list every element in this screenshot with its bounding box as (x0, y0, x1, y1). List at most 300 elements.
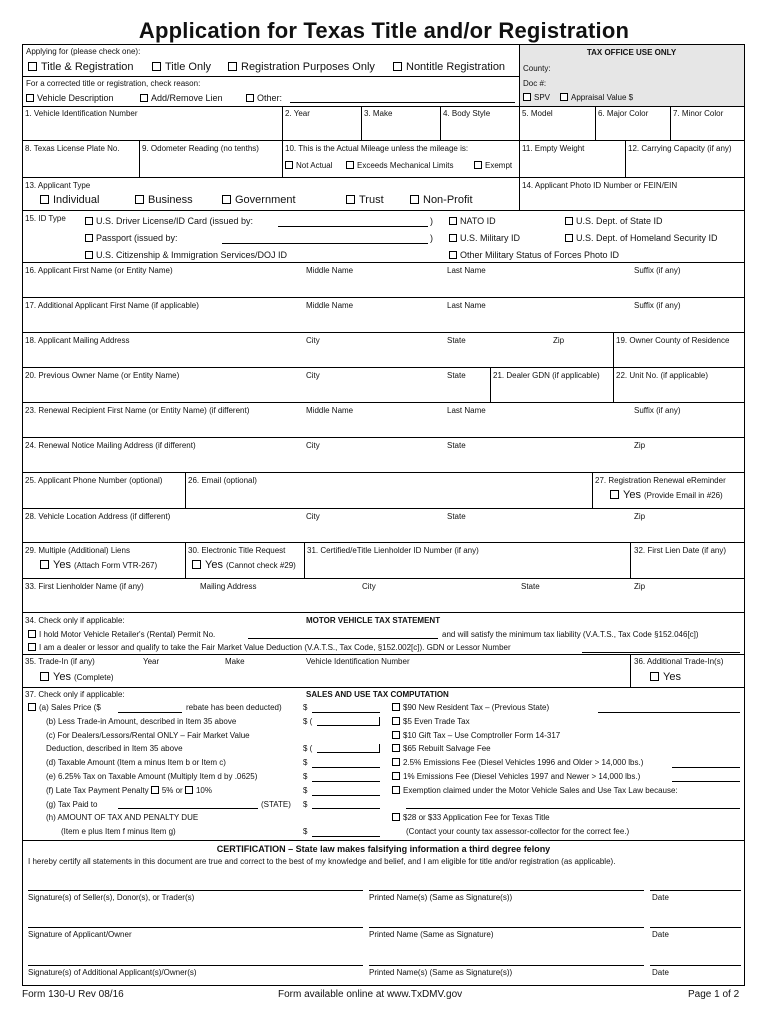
date-line[interactable] (650, 965, 741, 966)
row-label: (f) Late Tax Payment Penalty (46, 786, 149, 795)
opt-label: Other: (257, 93, 283, 103)
city-label: City (306, 441, 320, 450)
fee-emissions-25[interactable] (392, 758, 643, 768)
opt-liens-yes[interactable] (40, 559, 157, 572)
city-label: City (306, 336, 320, 345)
opt-label: I am a dealer or lessor and qualify to take the Fair Market Value Deduction (V.A.T.S., Tax Code, §152.002[c]). GDN or Lessor Number (39, 643, 511, 652)
opt-add-remove-lien[interactable] (140, 93, 223, 103)
checkbox[interactable] (392, 758, 400, 766)
opt-label: U.S. Dept. of State ID (576, 216, 663, 226)
checkbox[interactable] (85, 251, 93, 259)
field-18-label: 18. Applicant Mailing Address (25, 336, 130, 345)
zip-label: Zip (634, 582, 646, 591)
field-4-label: 4. Body Style (443, 109, 491, 118)
checkbox[interactable] (346, 195, 355, 204)
opt-note: (Provide Email in #26) (644, 491, 723, 500)
signature-line[interactable] (28, 965, 363, 966)
city-label: City (362, 582, 376, 591)
opt-label: U.S. Military ID (460, 233, 521, 243)
opt-label: Government (235, 194, 296, 206)
opt-label: Other Military Status of Forces Photo ID (460, 250, 620, 260)
checkbox[interactable] (28, 630, 36, 638)
fee-underline[interactable] (672, 781, 740, 782)
opt-nato[interactable] (449, 216, 496, 226)
checkbox[interactable] (392, 813, 400, 821)
exemption-claimed[interactable] (392, 786, 678, 796)
opt-exceeds-limits[interactable] (346, 161, 453, 171)
opt-label: U.S. Driver License/ID Card (issued by: (96, 216, 254, 226)
dollar-sign: $ ( (303, 717, 313, 726)
checkbox[interactable] (152, 62, 161, 71)
vline (139, 140, 140, 177)
other-underline[interactable] (290, 102, 515, 103)
county-label: County: (523, 64, 551, 73)
opt-note: (Complete) (74, 673, 114, 682)
printed-name-line[interactable] (369, 965, 644, 966)
vline (670, 106, 671, 140)
opt-label: Exceeds Mechanical Limits (357, 161, 454, 170)
permit-underline[interactable] (248, 638, 438, 639)
vline (630, 542, 631, 578)
field-9-label: 9. Odometer Reading (no tenths) (142, 144, 259, 153)
opt-note: (Cannot check #29) (226, 561, 296, 570)
sig-applicant-label: Signature of Applicant/Owner (28, 930, 132, 939)
field-28-label: 28. Vehicle Location Address (if different) (25, 512, 171, 521)
hline (22, 297, 745, 298)
amount-underline[interactable] (312, 808, 380, 809)
field-20-label: 20. Previous Owner Name (or Entity Name) (25, 371, 180, 380)
dollar-sign: $ (303, 786, 308, 795)
printed-seller-label: Printed Name(s) (Same as Signature(s)) (369, 893, 513, 902)
fee-emissions-1[interactable] (392, 772, 640, 782)
opt-label: Add/Remove Lien (151, 93, 223, 103)
issued-by-underline[interactable] (278, 226, 428, 227)
opt-label: 10% (195, 786, 212, 795)
checkbox[interactable] (40, 672, 49, 681)
amount-underline[interactable] (312, 795, 380, 796)
last-name-label: Last Name (447, 266, 486, 275)
printed-additional-label: Printed Name(s) (Same as Signature(s)) (369, 968, 513, 977)
fee-label: $28 or $33 Application Fee for Texas Title (403, 813, 550, 822)
rebate-text: rebate has been deducted) (186, 703, 282, 712)
date-line[interactable] (650, 927, 741, 928)
amount-due-row: (h) AMOUNT OF TAX AND PENALTY DUE (46, 813, 199, 822)
vline (185, 542, 186, 578)
vline (519, 44, 520, 177)
amount-paren-box[interactable] (317, 744, 380, 753)
opt-title-registration[interactable] (28, 61, 134, 74)
corrected-label: For a corrected title or registration, check reason: (26, 79, 201, 88)
city-label: City (306, 371, 320, 380)
amount-underline[interactable] (312, 767, 380, 768)
fee-label: $90 New Resident Tax – (Previous State) (403, 703, 550, 712)
state-label: State (447, 441, 466, 450)
field-6-label: 6. Major Color (598, 109, 649, 118)
footer-online[interactable]: Form available online at www.TxDMV.gov (278, 989, 463, 1000)
opt-etitle-yes[interactable] (192, 559, 296, 572)
last-name-label: Last Name (447, 301, 486, 310)
field-26-label: 26. Email (optional) (188, 476, 257, 485)
permit-tail: and will satisfy the minimum tax liability (V.A.T.S., Tax Code §152.046[c]) (442, 630, 699, 639)
tradein-row: (b) Less Trade-in Amount, described in Item 35 above (46, 717, 237, 726)
opt-dept-state[interactable] (565, 216, 663, 226)
field-29-label: 29. Multiple (Additional) Liens (25, 546, 130, 555)
tax-row: (e) 6.25% Tax on Taxable Amount (Multiply Item d by .0625) (46, 772, 258, 781)
passport-underline[interactable] (222, 243, 428, 244)
opt-passport[interactable] (85, 233, 178, 243)
suffix-label: Suffix (if any) (634, 266, 681, 275)
opt-label: Appraisal Value $ (571, 93, 634, 102)
opt-label: NATO ID (460, 216, 496, 226)
hline (22, 542, 745, 543)
dollar-sign: $ (303, 827, 308, 836)
vline (613, 332, 614, 367)
certification-heading: CERTIFICATION – State law makes falsifying information a third degree felony (216, 844, 551, 854)
vline (304, 542, 305, 578)
date-label: Date (652, 930, 669, 939)
state-label: State (521, 582, 540, 591)
row-label: (a) Sales Price ($ (39, 703, 101, 712)
field-33-label: 33. First Lienholder Name (if any) (25, 582, 144, 591)
year-label: Year (143, 657, 160, 666)
field-31-label: 31. Certified/eTitle Lienholder ID Number (if any) (307, 546, 479, 555)
rebate-underline[interactable] (118, 712, 182, 713)
opt-not-actual[interactable] (285, 161, 332, 171)
opt-label: Nontitle Registration (406, 61, 506, 73)
checkbox[interactable] (392, 717, 400, 725)
checkbox[interactable] (285, 161, 293, 169)
fee-underline[interactable] (672, 767, 740, 768)
field-17-label: 17. Additional Applicant First Name (if applicable) (25, 301, 199, 310)
opt-label: Yes (623, 489, 641, 501)
vline (361, 106, 362, 140)
date-label: Date (652, 968, 669, 977)
vline (519, 177, 520, 210)
opt-label: Yes (663, 671, 681, 683)
opt-label: SPV (534, 93, 551, 102)
hline (22, 140, 745, 141)
spv-option[interactable] (523, 93, 550, 103)
field-36-label: 36. Additional Trade-In(s) (634, 657, 724, 666)
checkbox[interactable] (449, 217, 457, 225)
applying-label: Applying for (please check one): (26, 47, 141, 56)
printed-name-line[interactable] (369, 927, 644, 928)
checkbox[interactable] (565, 234, 573, 242)
opt-label: Title & Registration (41, 61, 134, 73)
appraisal-option[interactable] (560, 93, 633, 103)
checkbox[interactable] (392, 786, 400, 794)
vline (185, 472, 186, 508)
zip-label: Zip (634, 512, 646, 521)
opt-label: U.S. Dept. of Homeland Security ID (576, 233, 718, 243)
checkbox[interactable] (185, 786, 193, 794)
dollar-sign: $ ( (303, 744, 313, 753)
footer-form: Form 130-U Rev 08/16 (22, 989, 124, 1000)
tax-paid-row: (g) Tax Paid to (46, 800, 98, 809)
dollar-sign: $ (303, 703, 308, 712)
state-label: State (447, 371, 466, 380)
fee-even-trade[interactable] (392, 717, 470, 727)
opt-nontitle-registration[interactable] (393, 61, 505, 74)
checkbox[interactable] (346, 161, 354, 169)
opt-label: Vehicle Description (37, 93, 114, 103)
field-37-label: 37. Check only if applicable: (25, 690, 125, 699)
opt-other[interactable] (246, 93, 282, 103)
checkbox[interactable] (410, 195, 419, 204)
checkbox[interactable] (523, 93, 531, 101)
fmv-row: (c) For Dealers/Lessors/Rental ONLY – Fair Market Value (46, 731, 250, 740)
hline (22, 508, 745, 509)
hline (22, 332, 745, 333)
field-3-label: 3. Make (364, 109, 393, 118)
vline (440, 106, 441, 140)
opt-label: Individual (53, 194, 100, 206)
state-suffix: (STATE) (261, 800, 291, 809)
checkbox[interactable] (392, 744, 400, 752)
checkbox[interactable] (246, 94, 254, 102)
opt-label: Yes (205, 559, 223, 571)
signature-line[interactable] (28, 890, 363, 891)
field-22-label: 22. Unit No. (if applicable) (616, 371, 709, 380)
hline (22, 210, 745, 211)
amount-underline[interactable] (312, 712, 380, 713)
field-24-label: 24. Renewal Notice Mailing Address (if different) (25, 441, 196, 450)
suffix-label: Suffix (if any) (634, 301, 681, 310)
state-label: State (447, 512, 466, 521)
suffix-label: Suffix (if any) (634, 406, 681, 415)
checkbox[interactable] (28, 703, 36, 711)
exemption-underline[interactable] (406, 808, 740, 809)
checkbox[interactable] (192, 560, 201, 569)
opt-label: U.S. Citizenship & Immigration Services/DOJ ID (96, 250, 288, 260)
opt-military[interactable] (449, 233, 520, 243)
opt-label: Business (148, 194, 193, 206)
vline (595, 106, 596, 140)
middle-name-label: Middle Name (306, 301, 354, 310)
opt-title-only[interactable] (152, 61, 211, 74)
state-underline[interactable] (118, 808, 258, 809)
opt-label: Non-Profit (423, 194, 473, 206)
opt-trust[interactable] (346, 194, 384, 207)
dollar-sign: $ (303, 758, 308, 767)
field-14-label: 14. Applicant Photo ID Number or FEIN/EIN (522, 181, 678, 190)
opt-label: Title Only (165, 61, 212, 73)
checkbox[interactable] (151, 786, 159, 794)
checkbox[interactable] (228, 62, 237, 71)
checkbox[interactable] (560, 93, 568, 101)
footer-page: Page 1 of 2 (688, 989, 740, 1000)
field-1-label: 1. Vehicle Identification Number (25, 109, 138, 118)
vline (592, 472, 593, 508)
checkbox[interactable] (565, 217, 573, 225)
signature-line[interactable] (28, 927, 363, 928)
field-16-label: 16. Applicant First Name (or Entity Name) (25, 266, 173, 275)
penalty-row[interactable] (46, 786, 212, 796)
checkbox[interactable] (449, 251, 457, 259)
checkbox[interactable] (40, 560, 49, 569)
date-label: Date (652, 893, 669, 902)
hline (22, 654, 745, 655)
opt-business[interactable] (135, 194, 193, 207)
checkbox[interactable] (28, 62, 37, 71)
last-name-label: Last Name (447, 406, 486, 415)
checkbox[interactable] (650, 672, 659, 681)
hline (22, 437, 745, 438)
field-35-label: 35. Trade-In (if any) (25, 657, 95, 666)
printed-applicant-label: Printed Name (Same as Signature) (369, 930, 494, 939)
hline (22, 687, 745, 688)
vline (613, 367, 614, 402)
sig-seller-label: Signature(s) of Seller(s), Donor(s), or Trader(s) (28, 893, 195, 902)
middle-name-label: Middle Name (306, 406, 354, 415)
amount-due-row-2: (Item e plus Item f minus Item g) (61, 827, 176, 836)
fee-application-note: (Contact your county tax assessor-collector for the correct fee.) (406, 827, 630, 836)
amount-paren-box[interactable] (317, 717, 380, 726)
sales-tax-heading: SALES AND USE TAX COMPUTATION (306, 690, 449, 699)
vline (625, 140, 626, 177)
field-11-label: 11. Empty Weight (522, 144, 585, 153)
fee-label: $5 Even Trade Tax (403, 717, 470, 726)
opt-homeland[interactable] (565, 233, 718, 243)
zip-label: Zip (553, 336, 565, 345)
checkbox[interactable] (135, 195, 144, 204)
field-27-label: 27. Registration Renewal eReminder (595, 476, 726, 485)
fee-label: $10 Gift Tax – Use Comptroller Form 14-317 (403, 731, 561, 740)
opt-individual[interactable] (40, 194, 99, 207)
checkbox[interactable] (85, 217, 93, 225)
field-34-label: 34. Check only if applicable: (25, 616, 125, 625)
checkbox[interactable] (392, 731, 400, 739)
make-label: Make (225, 657, 245, 666)
opt-driver-license[interactable] (85, 216, 253, 226)
vline (630, 654, 631, 687)
prev-state-underline[interactable] (598, 712, 740, 713)
hline (22, 612, 745, 613)
field-8-label: 8. Texas License Plate No. (25, 144, 120, 153)
mailing-address-label: Mailing Address (200, 582, 257, 591)
opt-label: Not Actual (296, 161, 333, 170)
checkbox[interactable] (392, 772, 400, 780)
fee-label: Exemption claimed under the Motor Vehicle Sales and Use Tax Law because: (403, 786, 678, 795)
middle-name-label: Middle Name (306, 266, 354, 275)
checkbox[interactable] (393, 62, 402, 71)
paren: ) (430, 216, 433, 226)
hline (22, 472, 745, 473)
tax-office-title: TAX OFFICE USE ONLY (586, 48, 677, 57)
opt-government[interactable] (222, 194, 296, 207)
zip-label: Zip (634, 441, 646, 450)
opt-label: Trust (359, 194, 384, 206)
sales-price-row[interactable] (28, 703, 101, 713)
hline (22, 367, 745, 368)
doc-label: Doc #: (523, 79, 547, 88)
fee-gift-tax[interactable] (392, 731, 560, 741)
checkbox[interactable] (26, 94, 34, 102)
opt-label: Exempt (485, 161, 513, 170)
gdn-underline[interactable] (582, 652, 740, 653)
opt-label: Passport (issued by: (96, 233, 178, 243)
opt-other-military[interactable] (449, 250, 619, 260)
opt-ereminder-yes[interactable] (610, 489, 723, 502)
field-13-label: 13. Applicant Type (25, 181, 91, 190)
fee-label: 1% Emissions Fee (Diesel Vehicles 1997 and Newer > 14,000 lbs.) (403, 772, 641, 781)
opt-label: Yes (53, 671, 71, 683)
checkbox[interactable] (392, 703, 400, 711)
opt-label: Yes (53, 559, 71, 571)
opt-label: I hold Motor Vehicle Retailer's (Rental) Permit No. (39, 630, 216, 639)
amount-underline[interactable] (312, 836, 380, 837)
opt-tradein-yes[interactable] (40, 671, 114, 684)
opt-vehicle-description[interactable] (26, 93, 114, 103)
dollar-sign: $ (303, 772, 308, 781)
amount-underline[interactable] (312, 781, 380, 782)
field-12-label: 12. Carrying Capacity (if any) (628, 144, 732, 153)
hline (22, 402, 745, 403)
hline (22, 177, 745, 178)
dollar-sign: $ (303, 800, 308, 809)
field-5-label: 5. Model (522, 109, 553, 118)
opt-uscis[interactable] (85, 250, 287, 260)
opt-label: 5% or (161, 786, 183, 795)
city-label: City (306, 512, 320, 521)
field-2-label: 2. Year (285, 109, 310, 118)
checkbox[interactable] (610, 490, 619, 499)
opt-additional-tradein-yes[interactable] (650, 671, 681, 684)
fee-application[interactable] (392, 813, 550, 823)
checkbox[interactable] (85, 234, 93, 242)
opt-exempt[interactable] (474, 161, 512, 171)
fee-label: $65 Rebuilt Salvage Fee (403, 744, 491, 753)
hline (22, 76, 519, 77)
fee-label: 2.5% Emissions Fee (Diesel Vehicles 1996 and Older > 14,000 lbs.) (403, 758, 644, 767)
taxable-row: (d) Taxable Amount (Item a minus Item b or Item c) (46, 758, 226, 767)
checkbox[interactable] (222, 195, 231, 204)
field-21-label: 21. Dealer GDN (if applicable) (493, 371, 600, 380)
paren: ) (430, 233, 433, 243)
opt-retailer-permit[interactable] (28, 630, 215, 640)
hline (22, 106, 745, 107)
hline (22, 840, 745, 841)
checkbox[interactable] (449, 234, 457, 242)
field-15-label: 15. ID Type (25, 214, 66, 223)
vline (282, 106, 283, 177)
field-32-label: 32. First Lien Date (if any) (634, 546, 727, 555)
fee-new-resident[interactable] (392, 703, 549, 713)
field-7-label: 7. Minor Color (673, 109, 724, 118)
mv-tax-heading: MOTOR VEHICLE TAX STATEMENT (306, 616, 441, 625)
opt-registration-purposes[interactable] (228, 61, 375, 74)
form-title: Application for Texas Title and/or Registration (138, 18, 630, 43)
checkbox[interactable] (28, 643, 36, 651)
opt-non-profit[interactable] (410, 194, 473, 207)
checkbox[interactable] (474, 161, 482, 169)
hline (22, 262, 745, 263)
vline (490, 367, 491, 402)
hline (22, 578, 745, 579)
printed-name-line[interactable] (369, 890, 644, 891)
opt-label: Registration Purposes Only (241, 61, 375, 73)
field-30-label: 30. Electronic Title Request (188, 546, 286, 555)
opt-dealer-lessor[interactable] (28, 643, 511, 653)
certification-text: I hereby certify all statements in this document are true and correct to the best of my knowledge and belief, and I am eligible for title and/or registration (as applicable). (28, 857, 616, 866)
opt-note: (Attach Form VTR-267) (74, 561, 158, 570)
checkbox[interactable] (40, 195, 49, 204)
checkbox[interactable] (140, 94, 148, 102)
fee-rebuilt-salvage[interactable] (392, 744, 491, 754)
sig-additional-label: Signature(s) of Additional Applicant(s)/Owner(s) (28, 968, 197, 977)
vin-label: Vehicle Identification Number (306, 657, 410, 666)
date-line[interactable] (650, 890, 741, 891)
